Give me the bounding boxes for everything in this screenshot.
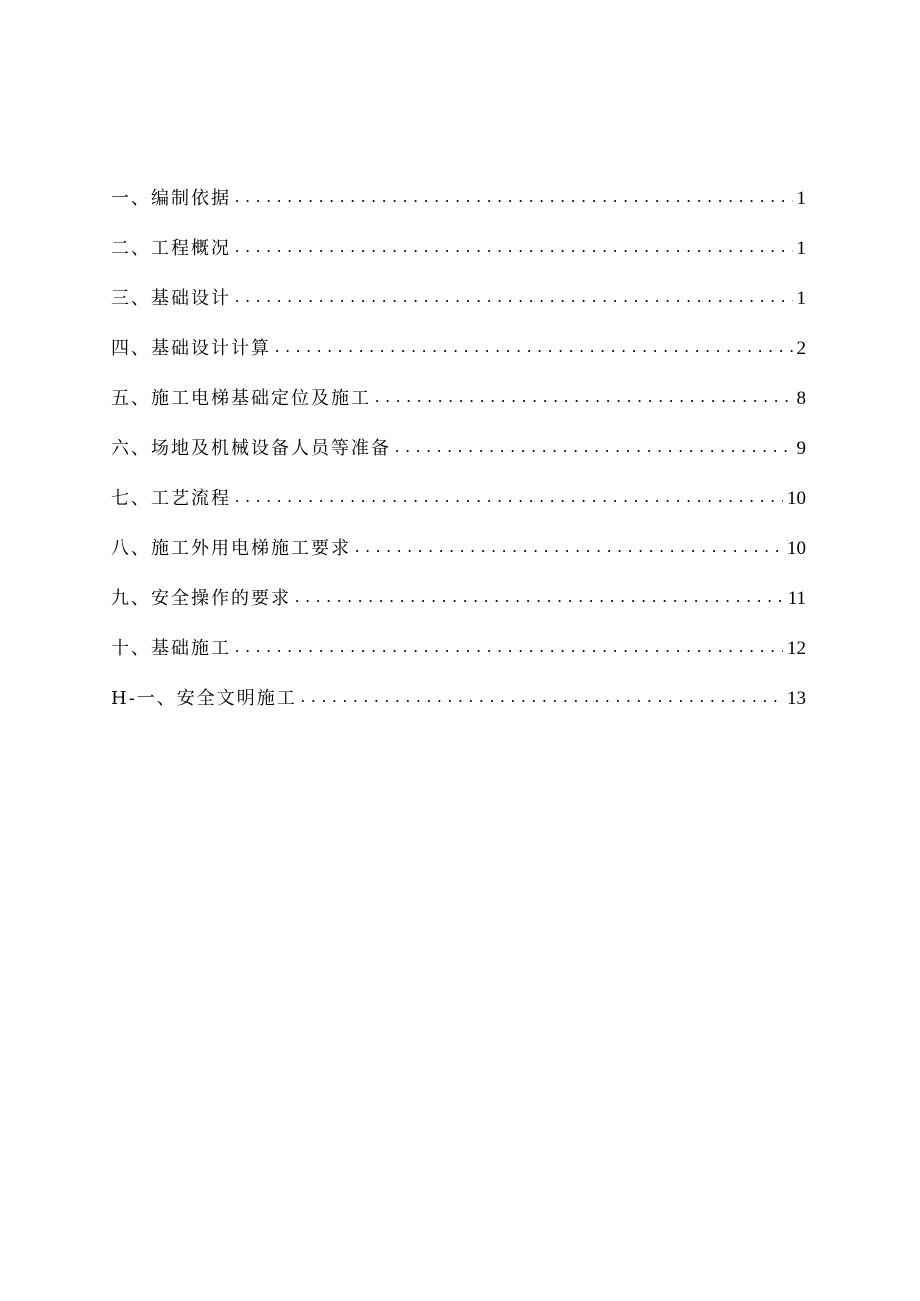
toc-entry-title: 一、编制依据 bbox=[111, 188, 231, 209]
toc-dot-leader bbox=[375, 380, 793, 414]
toc-entry-title: H-一、安全文明施工 bbox=[111, 688, 297, 709]
toc-dot-leader bbox=[235, 230, 793, 264]
toc-dot-leader bbox=[355, 530, 783, 564]
toc-entry-title: 六、场地及机械设备人员等准备 bbox=[111, 438, 391, 459]
toc-dot-leader bbox=[295, 580, 784, 614]
toc-entry[interactable] bbox=[111, 232, 806, 282]
toc-entry-page-number: 2 bbox=[796, 338, 806, 359]
toc-entry-page-number: 11 bbox=[787, 588, 806, 609]
toc-entry-title: 八、施工外用电梯施工要求 bbox=[111, 538, 351, 559]
toc-entry[interactable] bbox=[111, 482, 806, 532]
toc-dot-leader bbox=[235, 630, 783, 664]
toc-entry-title: 九、安全操作的要求 bbox=[111, 588, 291, 609]
toc-entry[interactable] bbox=[111, 682, 806, 732]
toc-entry[interactable] bbox=[111, 282, 806, 332]
toc-dot-leader bbox=[301, 680, 783, 714]
toc-dot-leader bbox=[235, 180, 793, 214]
toc-entry[interactable] bbox=[111, 632, 806, 682]
toc-entry-title: 十、基础施工 bbox=[111, 638, 231, 659]
toc-entry-page-number: 13 bbox=[787, 688, 806, 709]
toc-entry-title: 七、工艺流程 bbox=[111, 488, 231, 509]
toc-entry-page-number: 1 bbox=[796, 188, 806, 209]
toc-entry-page-number: 9 bbox=[796, 438, 806, 459]
toc-dot-leader bbox=[395, 430, 793, 464]
toc-dot-leader bbox=[235, 280, 793, 314]
toc-entry-page-number: 1 bbox=[796, 288, 806, 309]
toc-entry-page-number: 1 bbox=[796, 238, 806, 259]
toc-entry-title: 二、工程概况 bbox=[111, 238, 231, 259]
toc-entry[interactable] bbox=[111, 432, 806, 482]
toc-entry[interactable] bbox=[111, 382, 806, 432]
toc-dot-leader bbox=[275, 330, 793, 364]
toc-entry[interactable] bbox=[111, 332, 806, 382]
toc-entry[interactable] bbox=[111, 182, 806, 232]
toc-entry-page-number: 8 bbox=[796, 388, 806, 409]
toc-entry-page-number: 10 bbox=[787, 538, 806, 559]
toc-entry[interactable] bbox=[111, 582, 806, 632]
toc-entry-title: 五、施工电梯基础定位及施工 bbox=[111, 388, 371, 409]
table-of-contents bbox=[111, 182, 806, 732]
toc-entry-page-number: 10 bbox=[787, 488, 806, 509]
toc-entry-title: 四、基础设计计算 bbox=[111, 338, 271, 359]
toc-entry-title: 三、基础设计 bbox=[111, 288, 231, 309]
toc-entry-page-number: 12 bbox=[787, 638, 806, 659]
toc-dot-leader bbox=[235, 480, 783, 514]
toc-entry[interactable] bbox=[111, 532, 806, 582]
